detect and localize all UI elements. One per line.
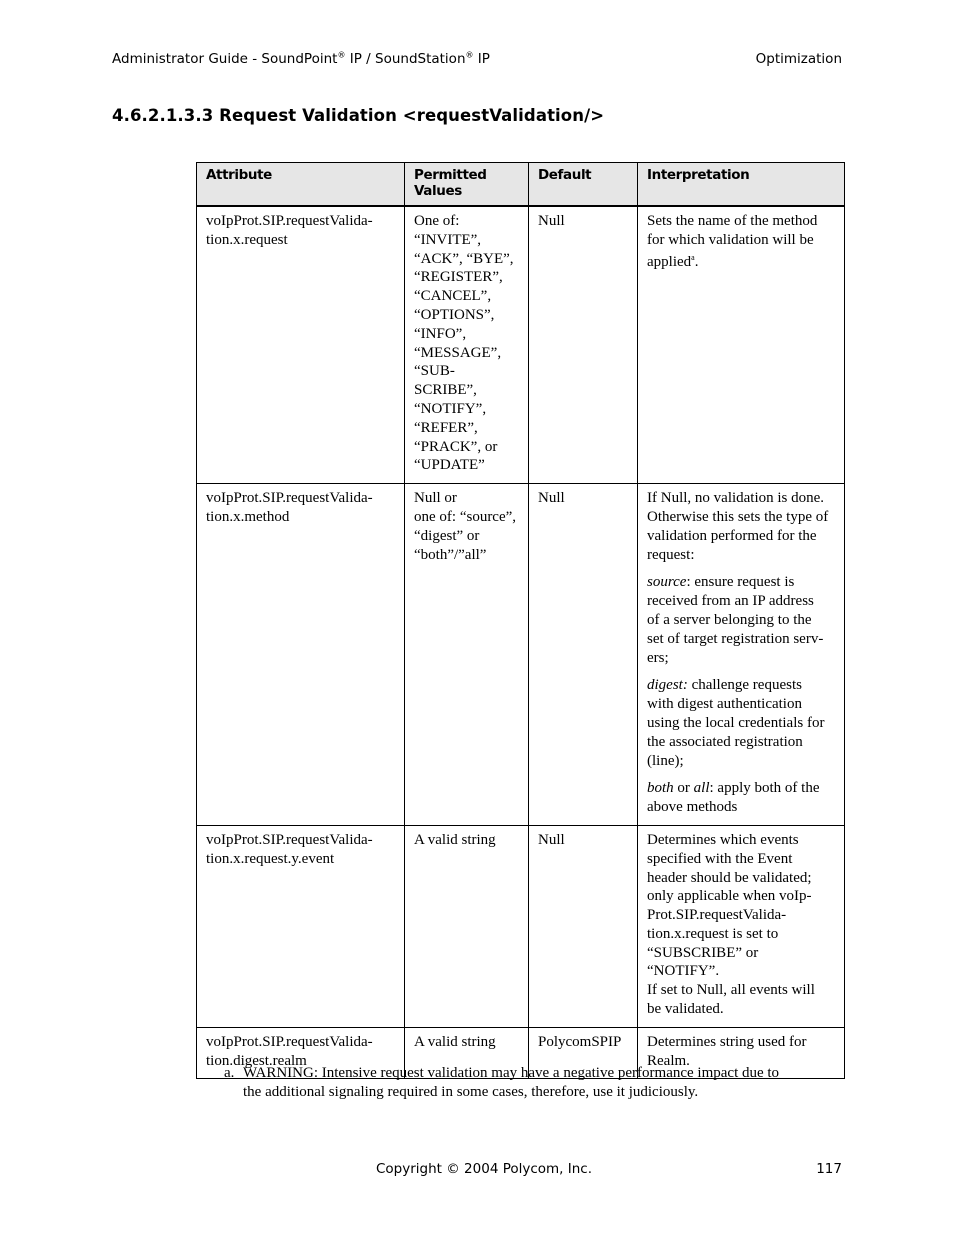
cell-interpretation: Sets the name of the method for which validation will be applied$^a$. — [638, 206, 845, 484]
page-number: 117 — [816, 1161, 842, 1177]
running-header-section: Optimization — [755, 51, 842, 67]
table-row — [197, 206, 845, 484]
cell-interpretation: Determines string used for Realm. — [638, 1027, 845, 1079]
cell-permitted-values: One of: “INVITE”, “ACK”, “BYE”, “REGISTER”, “CANCEL”, “OPTIONS”, “INFO”, “MESSAGE”, “SUB- SCRIBE”, “NOTIFY”, “REFER”, “PRACK”, or “UPDATE” — [405, 206, 529, 484]
table-footnote — [224, 1064, 824, 1101]
cell-default: PolycomSPIP — [529, 1027, 638, 1079]
cell-attribute: voIpProt.SIP.requestValida- tion.x.method — [197, 484, 405, 826]
table-row — [197, 825, 845, 1027]
cell-attribute: voIpProt.SIP.requestValida- tion.digest.realm — [197, 1027, 405, 1079]
cell-attribute: voIpProt.SIP.requestValida- tion.x.request.y.event — [197, 825, 405, 1027]
footnote-marker: a. — [224, 1065, 235, 1081]
cell-default: Null — [529, 825, 638, 1027]
interpretation-paragraph: both or all: apply both of the above methods — [647, 780, 820, 816]
cell-permitted-values: Null or one of: “source”, “digest” or “both”/”all” — [405, 484, 529, 826]
interpretation-paragraph: digest: challenge requests with digest authentication using the local credentials for the associated registration (line); — [647, 677, 825, 769]
footnote-reference: a — [691, 252, 695, 262]
section-heading: 4.6.2.1.3.3 Request Validation <requestValidation/> — [112, 106, 605, 125]
cell-interpretation: Determines which events specified with the Event header should be validated; only applicable when voIp- Prot.SIP.requestValida- tion.x.request is set to “SUBSCRIBE” or “NOTIFY”. If set to Null, all events will be validated. — [638, 825, 845, 1027]
interpretation-paragraph: If Null, no validation is done. Otherwise this sets the type of validation performed for the request: — [647, 490, 829, 563]
cell-permitted-values: A valid string — [405, 825, 529, 1027]
column-header-interpretation: Interpretation — [638, 163, 845, 207]
running-header-title: Administrator Guide - SoundPoint® IP / SoundStation® IP — [112, 50, 490, 67]
cell-attribute: voIpProt.SIP.requestValida- tion.x.request — [197, 206, 405, 484]
cell-interpretation — [638, 484, 845, 826]
cell-default: Null — [529, 484, 638, 826]
interpretation-paragraph: source: ensure request is received from an IP address of a server belonging to the set of target registration serv- ers; — [647, 574, 824, 666]
column-header-permitted-values: Permitted Values — [405, 163, 529, 207]
table-row — [197, 484, 845, 826]
footer-copyright: Copyright © 2004 Polycom, Inc. — [376, 1161, 593, 1177]
column-header-attribute: Attribute — [197, 163, 405, 207]
table-header-row — [197, 163, 845, 207]
attribute-table — [196, 162, 845, 1079]
cell-default: Null — [529, 206, 638, 484]
footnote-text: WARNING: Intensive request validation may have a negative performance impact due to the additional signaling required in some cases, therefore, use it judiciously. — [243, 1065, 780, 1100]
cell-permitted-values: A valid string — [405, 1027, 529, 1079]
column-header-default: Default — [529, 163, 638, 207]
